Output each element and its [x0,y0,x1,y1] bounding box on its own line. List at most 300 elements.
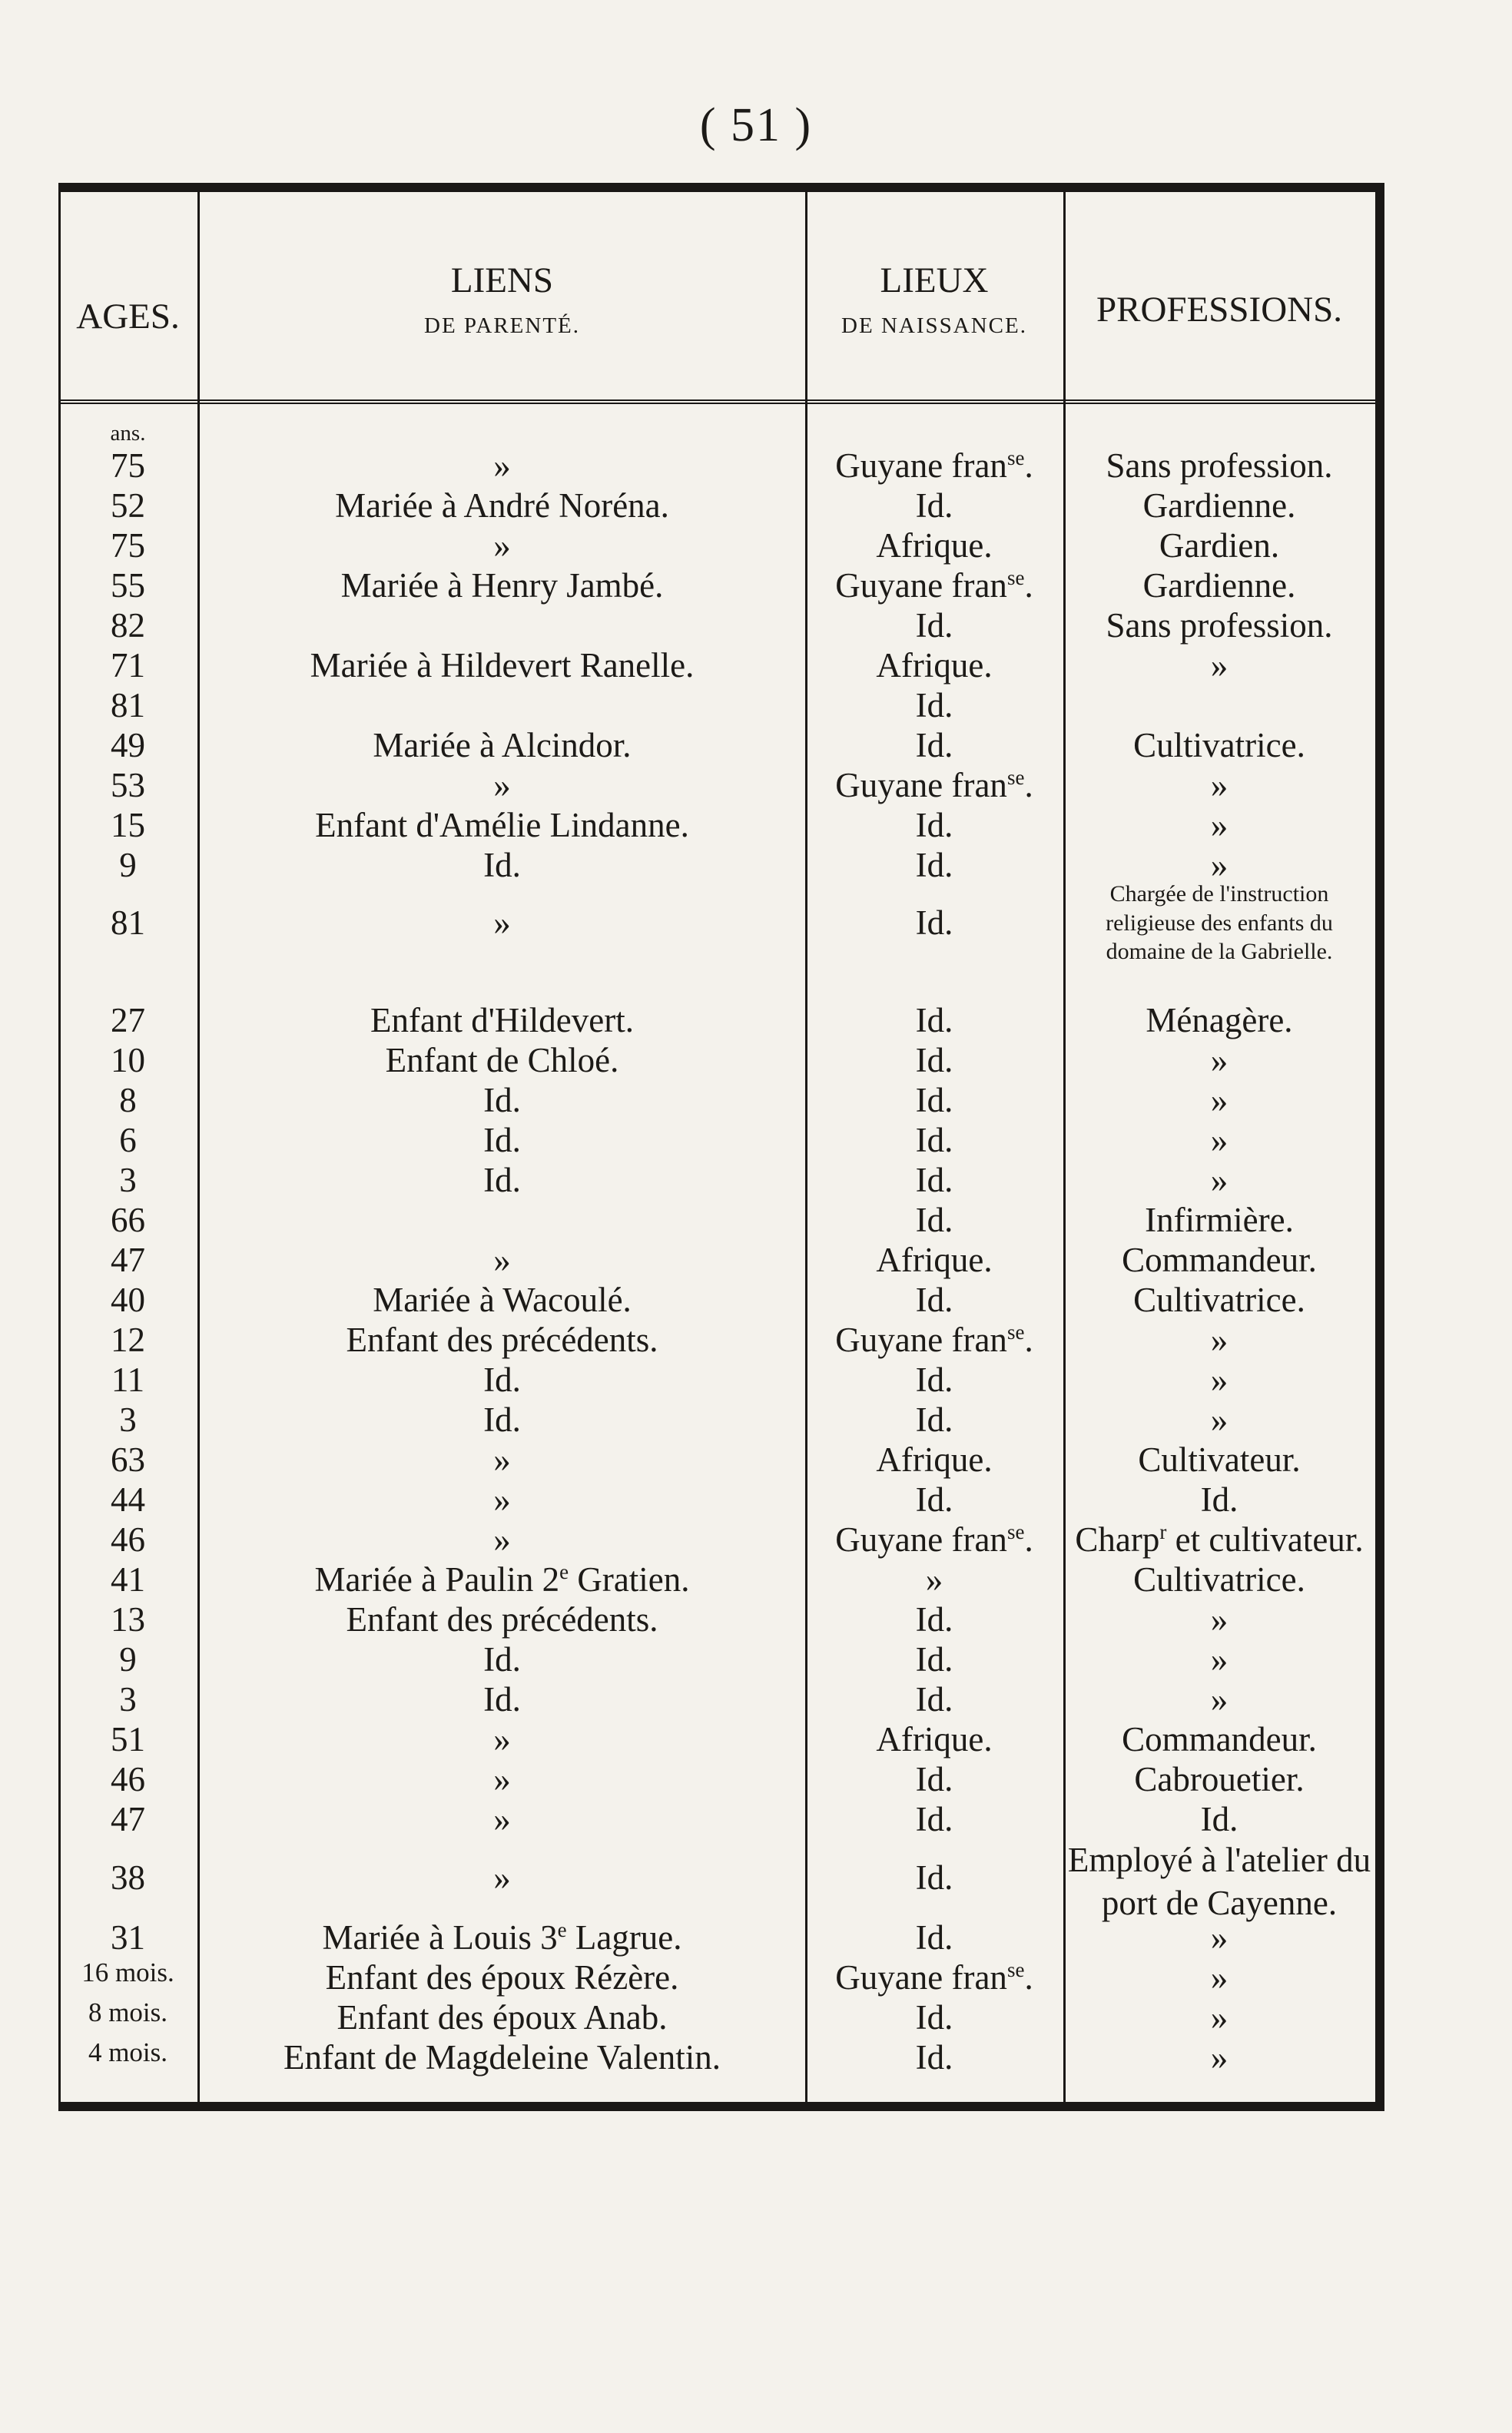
liens-cell-text: Mariée à André Noréna. [335,486,669,525]
liens-cell [201,1957,804,1997]
age-cell-text: 40 [111,1281,145,1319]
profession-cell-text: Id. [1200,1800,1238,1838]
age-cell-text: 49 [111,726,145,764]
age-cell-text: 41 [111,1560,145,1599]
liens-cell-text: » [493,1800,511,1838]
profession-cell-text: » [1210,806,1228,844]
profession-cell [1066,1200,1373,1240]
header-professions-label: PROFESSIONS. [1096,290,1342,330]
age-cell-text: 82 [111,606,145,645]
profession-cell [1066,1120,1373,1160]
liens-cell [201,1280,804,1320]
header-ages-label: AGES. [76,297,180,336]
lieux-cell [807,605,1061,645]
age-cell-text: 47 [111,1241,145,1279]
age-cell-text: 8 [119,1081,137,1119]
lieux-cell-superscript: se [1006,766,1025,789]
liens-cell-text: Id. [483,1400,521,1439]
lieux-cell [807,1599,1061,1639]
profession-cell [1066,1520,1373,1560]
age-cell-text: 13 [111,1600,145,1639]
lieux-cell [807,1560,1061,1599]
age-cell-text: 15 [111,806,145,844]
age-cell [61,1918,195,1957]
profession-cell-text: Sans profession. [1106,606,1333,645]
age-cell [61,1799,195,1839]
lieux-cell-text: Id. [915,1680,953,1719]
profession-cell-text: » [1210,2038,1228,2077]
lieux-cell-text: Guyane fran [835,1321,1007,1359]
lieux-cell-tail: . [1024,1520,1033,1559]
age-cell [61,1080,195,1120]
profession-cell-text: » [1210,1121,1228,1159]
liens-cell [201,1719,804,1759]
lieux-cell [807,1679,1061,1719]
lieux-cell-text: » [925,1560,943,1599]
lieux-cell [807,645,1061,685]
age-cell-text: 11 [111,1361,145,1399]
lieux-cell [807,1360,1061,1400]
age-cell [61,1719,195,1759]
lieux-cell [807,1240,1061,1280]
liens-cell-text: » [493,1520,511,1559]
profession-cell-text: Commandeur. [1122,1241,1317,1279]
age-cell [61,1200,195,1240]
profession-cell-text: Chargée de l'instruction religieuse des enfants du domaine de la Gabrielle. [1106,881,1333,964]
age-cell-text: 46 [111,1760,145,1798]
lieux-cell-text: Id. [915,1858,953,1897]
lieux-cell [807,1957,1061,1997]
header-liens-sub: DE PARENTÉ. [424,313,580,338]
profession-cell-text: Cultivatrice. [1133,1560,1305,1599]
profession-cell [1066,605,1373,645]
profession-cell-text: Gardienne. [1142,566,1296,605]
profession-cell [1066,446,1373,486]
header-liens [201,192,804,467]
age-cell [61,765,195,805]
liens-cell-text: Enfant des époux Anab. [337,1998,668,2037]
age-cell-text: 38 [111,1858,145,1897]
profession-cell-text: Cabrouetier. [1134,1760,1305,1798]
profession-cell [1066,1560,1373,1599]
lieux-cell [807,1858,1061,1898]
profession-cell-text: Sans profession. [1106,446,1333,485]
lieux-cell-text: Id. [915,2038,953,2077]
lieux-cell-superscript: se [1006,1520,1025,1543]
liens-cell-text: Id. [483,1680,521,1719]
lieux-cell-text: Guyane fran [835,766,1007,804]
lieux-cell-superscript: se [1006,1958,1025,1981]
age-cell [61,1440,195,1480]
liens-cell-tail: Lagrue. [566,1918,682,1957]
age-cell [61,605,195,645]
lieux-cell-text: Afrique. [876,526,993,565]
profession-cell-text: » [1210,766,1228,804]
lieux-cell-superscript: se [1006,566,1025,589]
profession-cell-text: » [1210,1680,1228,1719]
profession-cell [1066,565,1373,605]
lieux-cell [807,1520,1061,1560]
header-lieux-sub: DE NAISSANCE. [841,313,1027,338]
lieux-cell [807,1320,1061,1360]
profession-cell [1066,1160,1373,1200]
profession-cell-superscript: r [1159,1520,1167,1543]
liens-cell [201,1759,804,1799]
profession-cell-text: » [1210,1918,1228,1957]
profession-cell [1066,1799,1373,1839]
liens-cell-text: » [493,903,511,942]
profession-cell-text: » [1210,846,1228,884]
liens-cell-text: Enfant des époux Rézère. [325,1958,679,1997]
profession-cell-text: » [1210,1081,1228,1119]
age-cell [61,1520,195,1560]
lieux-cell-text: Id. [915,1918,953,1957]
lieux-cell-text: Id. [915,1600,953,1639]
profession-cell [1066,1997,1373,2037]
liens-cell [201,486,804,525]
profession-cell-text: » [1210,1361,1228,1399]
profession-cell-text: Gardienne. [1142,486,1296,525]
liens-cell [201,525,804,565]
liens-cell-text: » [493,766,511,804]
age-cell [61,525,195,565]
profession-cell [1066,1838,1373,1925]
lieux-cell [807,1997,1061,2037]
liens-cell [201,1799,804,1839]
lieux-cell [807,1639,1061,1679]
lieux-cell [807,765,1061,805]
profession-cell-text: » [1210,1998,1228,2037]
liens-cell-text: Enfant de Magdeleine Valentin. [284,2038,721,2077]
lieux-cell-text: Id. [915,806,953,844]
liens-cell-text: Enfant des précédents. [346,1600,658,1639]
profession-cell-text: Charp [1075,1520,1160,1559]
profession-cell [1066,486,1373,525]
age-cell [61,446,195,486]
profession-cell [1066,1440,1373,1480]
age-cell [61,1120,195,1160]
liens-cell-text: Enfant des précédents. [346,1321,658,1359]
profession-cell [1066,1480,1373,1520]
liens-cell [201,805,804,845]
age-cell-text: 10 [111,1041,145,1079]
liens-cell [201,1160,804,1200]
profession-cell [1066,805,1373,845]
liens-cell [201,446,804,486]
profession-cell [1066,1400,1373,1440]
liens-cell-text: Id. [483,1161,521,1199]
age-unit-label: ans. [110,421,146,446]
age-cell [61,486,195,525]
profession-cell [1066,1639,1373,1679]
lieux-cell-text: Id. [915,1121,953,1159]
age-cell [61,805,195,845]
age-cell [61,725,195,765]
profession-cell [1066,1240,1373,1280]
liens-cell [201,1918,804,1957]
age-cell-text: 75 [111,526,145,565]
age-cell-text: 52 [111,486,145,525]
lieux-cell-text: Afrique. [876,1241,993,1279]
liens-cell-text: Mariée à Hildevert Ranelle. [310,646,695,684]
liens-cell [201,1080,804,1120]
lieux-cell [807,685,1061,725]
age-cell-text: 66 [111,1201,145,1239]
lieux-cell-text: Id. [915,1480,953,1519]
age-cell [61,2037,195,2068]
profession-cell-text: Ménagère. [1146,1001,1293,1039]
age-cell-text: 81 [111,686,145,724]
age-cell-text: 53 [111,766,145,804]
liens-cell [201,1560,804,1599]
age-cell [61,1759,195,1799]
profession-cell-tail: et cultivateur. [1166,1520,1364,1559]
liens-cell [201,765,804,805]
age-cell [61,1858,195,1898]
liens-cell [201,1120,804,1160]
liens-cell [201,1480,804,1520]
liens-cell-text: Id. [483,1121,521,1159]
liens-cell-text: Id. [483,1081,521,1119]
profession-cell [1066,1599,1373,1639]
lieux-cell [807,1480,1061,1520]
profession-cell-text: » [1210,1041,1228,1079]
liens-cell [201,1679,804,1719]
lieux-cell [807,1400,1061,1440]
liens-cell-superscript: e [559,1560,569,1583]
liens-cell-text: Id. [483,846,521,884]
lieux-cell [807,1440,1061,1480]
liens-cell-text: Enfant d'Hildevert. [370,1001,634,1039]
age-cell-text: 71 [111,646,145,684]
liens-cell-text: » [493,1760,511,1798]
age-cell [61,1679,195,1719]
liens-cell-text: Mariée à Louis 3 [322,1918,558,1957]
liens-cell [201,845,804,885]
liens-cell [201,1400,804,1440]
age-cell [61,565,195,605]
profession-cell-text: Cultivatrice. [1133,726,1305,764]
lieux-cell [807,486,1061,525]
lieux-cell-text: Afrique. [876,1440,993,1479]
profession-cell-text: Infirmière. [1145,1201,1294,1239]
lieux-cell [807,1918,1061,1957]
age-cell [61,1000,195,1040]
column-divider-1 [197,192,200,2102]
age-cell-text: 27 [111,1001,145,1039]
lieux-cell [807,725,1061,765]
lieux-cell-text: Id. [915,1201,953,1239]
profession-cell-text: » [1210,1600,1228,1639]
header-lieux-main: LIEUX [880,260,989,300]
profession-cell [1066,1719,1373,1759]
lieux-cell-superscript: se [1006,446,1025,469]
liens-cell-text: » [493,1858,511,1897]
lieux-cell-text: Afrique. [876,1720,993,1758]
age-cell [61,1480,195,1520]
profession-cell [1066,525,1373,565]
lieux-cell-tail: . [1024,1958,1033,1997]
age-cell [61,1400,195,1440]
profession-cell [1066,1000,1373,1040]
table-header [61,192,1375,404]
lieux-cell [807,903,1061,943]
liens-cell-text: » [493,1720,511,1758]
liens-cell-superscript: e [557,1918,567,1941]
liens-cell-text: Mariée à Wacoulé. [373,1281,632,1319]
age-cell-text: 3 [119,1400,137,1439]
age-cell [61,685,195,725]
age-cell-text: 44 [111,1480,145,1519]
liens-cell-text: Id. [483,1361,521,1399]
lieux-cell [807,1120,1061,1160]
lieux-cell-text: Id. [915,1041,953,1079]
lieux-cell [807,1080,1061,1120]
age-cell-text: 31 [111,1918,145,1957]
liens-cell-text: Mariée à Alcindor. [373,726,632,764]
lieux-cell-text: Afrique. [876,646,993,684]
lieux-cell-text: Id. [915,1800,953,1838]
profession-cell-text: Gardien. [1159,526,1280,565]
liens-cell [201,1997,804,2037]
profession-cell [1066,765,1373,805]
profession-cell-text: » [1210,1161,1228,1199]
age-cell [61,1320,195,1360]
lieux-cell-text: Id. [915,1161,953,1199]
liens-cell-text: » [493,1241,511,1279]
lieux-cell [807,845,1061,885]
lieux-cell [807,1759,1061,1799]
profession-cell [1066,1679,1373,1719]
age-cell-text: 9 [119,1640,137,1679]
age-cell-text: 63 [111,1440,145,1479]
lieux-cell [807,1000,1061,1040]
age-cell [61,1240,195,1280]
age-cell [61,1639,195,1679]
profession-cell-text: » [1210,1321,1228,1359]
lieux-cell-superscript: se [1006,1321,1025,1344]
liens-cell-tail: Gratien. [569,1560,690,1599]
profession-cell [1066,1320,1373,1360]
lieux-cell-tail: . [1024,446,1033,485]
lieux-cell-tail: . [1024,766,1033,804]
liens-cell [201,1320,804,1360]
lieux-cell-text: Id. [915,1400,953,1439]
lieux-cell-text: Id. [915,1001,953,1039]
lieux-cell-text: Guyane fran [835,1520,1007,1559]
profession-cell [1066,645,1373,685]
liens-cell [201,1520,804,1560]
header-lieux [807,192,1061,467]
age-cell-text: 55 [111,566,145,605]
liens-cell [201,565,804,605]
lieux-cell [807,1040,1061,1080]
lieux-cell-text: Id. [915,726,953,764]
age-cell-text: 12 [111,1321,145,1359]
profession-cell-text: Cultivatrice. [1133,1281,1305,1319]
lieux-cell [807,1200,1061,1240]
lieux-cell-text: Guyane fran [835,1958,1007,1997]
age-cell-text: 47 [111,1800,145,1838]
liens-cell [201,1040,804,1080]
age-cell [61,1040,195,1080]
lieux-cell-text: Id. [915,1361,953,1399]
age-cell [61,1160,195,1200]
age-cell [61,1997,195,2028]
lieux-cell-text: Guyane fran [835,566,1007,605]
header-liens-main: LIENS [450,260,554,300]
age-cell-text: 6 [119,1121,137,1159]
page-number: ( 51 ) [699,99,813,151]
age-cell [61,1560,195,1599]
liens-cell-text: Enfant de Chloé. [385,1041,619,1079]
age-cell-text: 4 mois. [88,2037,168,2067]
liens-cell-text: Id. [483,1640,521,1679]
profession-cell [1066,1040,1373,1080]
age-cell [61,645,195,685]
lieux-cell-text: Id. [915,1640,953,1679]
liens-cell-text: Mariée à Paulin 2 [314,1560,560,1599]
lieux-cell-text: Id. [915,846,953,884]
age-cell-text: 9 [119,846,137,884]
lieux-cell-text: Id. [915,1760,953,1798]
lieux-cell-text: Id. [915,486,953,525]
lieux-cell-tail: . [1024,1321,1033,1359]
liens-cell [201,1000,804,1040]
lieux-cell [807,565,1061,605]
lieux-cell [807,1280,1061,1320]
lieux-cell [807,805,1061,845]
profession-cell [1066,725,1373,765]
profession-cell-text: Commandeur. [1122,1720,1317,1758]
profession-cell [1066,880,1373,966]
liens-cell [201,1440,804,1480]
age-cell-text: 16 mois. [81,1957,174,1987]
age-cell-text: 51 [111,1720,145,1758]
age-cell [61,845,195,885]
age-cell [61,903,195,943]
age-cell-text: 46 [111,1520,145,1559]
profession-cell-text: » [1210,1400,1228,1439]
profession-cell-text: » [1210,646,1228,684]
liens-cell [201,1360,804,1400]
age-cell [61,1360,195,1400]
liens-cell [201,645,804,685]
lieux-cell-text: Id. [915,1998,953,2037]
profession-cell [1066,1360,1373,1400]
liens-cell-text: Mariée à Henry Jambé. [340,566,664,605]
lieux-cell-text: Id. [915,1281,953,1319]
age-cell-text: 75 [111,446,145,485]
lieux-cell [807,446,1061,486]
profession-cell-text: Id. [1200,1480,1238,1519]
liens-cell-text: » [493,526,511,565]
liens-cell [201,1240,804,1280]
profession-cell [1066,1759,1373,1799]
profession-cell-text: » [1210,1958,1228,1997]
profession-cell [1066,1080,1373,1120]
lieux-cell [807,2037,1061,2077]
lieux-cell-text: Id. [915,606,953,645]
liens-cell-text: » [493,446,511,485]
register-table [58,183,1384,2111]
age-cell [61,1280,195,1320]
lieux-cell-text: Id. [915,1081,953,1119]
age-cell-text: 8 mois. [88,1997,168,2027]
profession-cell-text: » [1210,1640,1228,1679]
age-cell [61,1957,195,1988]
lieux-cell-text: Id. [915,903,953,942]
